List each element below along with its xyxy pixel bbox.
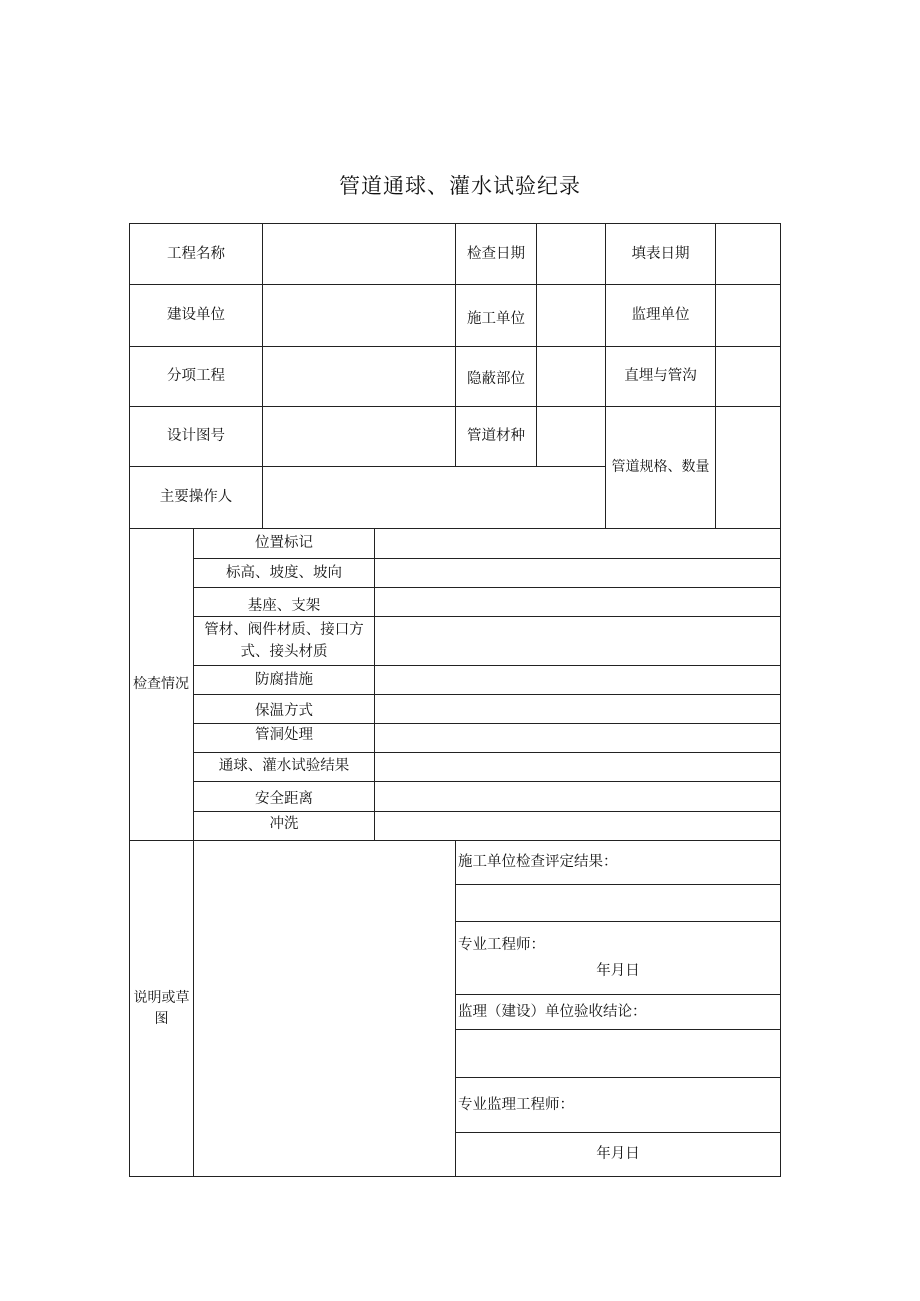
hidden-part-extra-field[interactable] — [716, 347, 780, 406]
check-date-field[interactable] — [537, 224, 605, 284]
main-operator-field[interactable] — [263, 467, 605, 528]
label-pipe-material: 管道材种 — [467, 428, 525, 445]
inspection-item-pipe-hole: 管洞处理 — [255, 726, 313, 743]
inspection-item-test-result: 通球、灌水试验结果 — [218, 757, 350, 774]
label-sub-project: 分项工程 — [167, 368, 225, 385]
insulation-field[interactable] — [375, 695, 780, 723]
elevation-slope-field[interactable] — [375, 559, 780, 587]
position-mark-field[interactable] — [375, 529, 780, 558]
builder-field[interactable] — [537, 285, 605, 346]
fill-date-field[interactable] — [716, 224, 780, 284]
label-check-date: 检查日期 — [467, 245, 525, 262]
builder-result-label: 施工单位检查评定结果： — [458, 854, 618, 871]
notes-sketch-area[interactable] — [194, 841, 455, 1176]
inspection-item-insulation: 保温方式 — [255, 702, 313, 719]
anticorrosion-field[interactable] — [375, 666, 780, 694]
document-title: 管道通球、灌水试验纪录 — [339, 174, 581, 198]
inspection-item-base-support: 基座、支架 — [247, 598, 321, 615]
inspection-section-label: 检查情况 — [133, 675, 189, 692]
supervisor-field[interactable] — [716, 285, 780, 346]
hidden-part-field[interactable] — [537, 347, 605, 406]
inspection-item-position-mark: 位置标记 — [255, 535, 313, 552]
drawing-no-field[interactable] — [263, 407, 455, 466]
supervising-engineer-label: 专业监理工程师： — [458, 1096, 574, 1113]
supervising-engineer-date: 年月日 — [596, 1146, 640, 1163]
engineer-label: 专业工程师： — [458, 936, 545, 953]
inspection-item-anticorrosion: 防腐措施 — [255, 671, 313, 688]
hidden-part-value: 直埋与管沟 — [624, 368, 697, 385]
pipe-material-joint-field[interactable] — [375, 617, 780, 665]
base-support-field[interactable] — [375, 588, 780, 616]
label-main-operator: 主要操作人 — [159, 489, 233, 506]
supervisor-conclusion-label: 监理（建设）单位验收结论： — [458, 1003, 647, 1020]
engineer-date: 年月日 — [596, 962, 640, 979]
label-supervisor: 监理单位 — [631, 307, 690, 324]
inspection-item-flushing: 冲洗 — [269, 815, 299, 832]
inspection-item-pipe-material: 管材、阀件材质、接口方式、接头材质 — [204, 621, 364, 660]
flushing-field[interactable] — [375, 812, 780, 840]
safety-distance-field[interactable] — [375, 782, 780, 811]
label-fill-date: 填表日期 — [631, 245, 690, 262]
sub-project-field[interactable] — [263, 347, 455, 406]
label-hidden-part: 隐蔽部位 — [467, 371, 525, 388]
notes-section-label: 说明或草图 — [133, 990, 190, 1027]
construction-owner-field[interactable] — [263, 285, 455, 346]
label-construction-owner: 建设单位 — [167, 307, 225, 324]
pipe-spec-field[interactable] — [716, 407, 780, 528]
project-name-field[interactable] — [263, 224, 455, 284]
builder-result-field[interactable] — [456, 885, 780, 921]
test-result-field[interactable] — [375, 753, 780, 781]
label-project-name: 工程名称 — [167, 245, 225, 262]
label-pipe-spec: 管道规格、数量 — [611, 458, 710, 475]
pipe-material-field[interactable] — [537, 407, 605, 466]
label-builder: 施工单位 — [467, 311, 525, 328]
pipe-hole-field[interactable] — [375, 724, 780, 752]
inspection-item-elevation-slope: 标高、坡度、坡向 — [226, 564, 342, 581]
label-drawing-no: 设计图号 — [167, 428, 225, 445]
inspection-item-safety-distance: 安全距离 — [255, 790, 313, 807]
supervisor-conclusion-field[interactable] — [456, 1030, 780, 1077]
